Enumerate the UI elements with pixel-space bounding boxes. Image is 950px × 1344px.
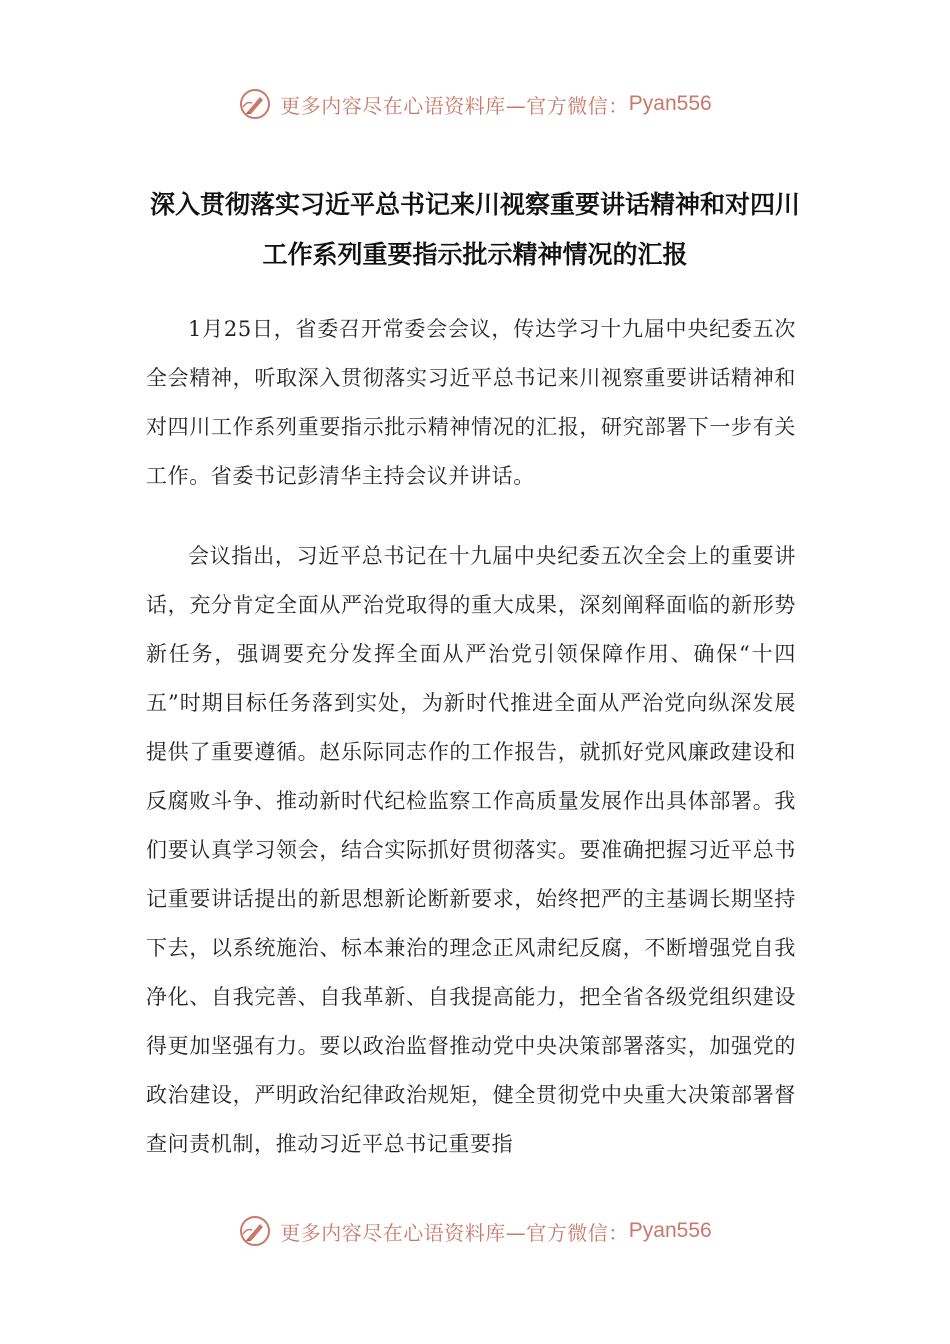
document-title: 深入贯彻落实习近平总书记来川视察重要讲话精神和对四川工作系列重要指示批示精神情况的汇报 bbox=[149, 190, 800, 269]
watermark-header bbox=[0, 84, 950, 124]
watermark-text: 更多内容尽在心语资料库—官方微信： bbox=[280, 93, 629, 118]
watermark-text: 更多内容尽在心语资料库—官方微信： bbox=[280, 1220, 629, 1245]
pen-logo-icon bbox=[238, 1214, 272, 1248]
watermark-wechat-id: Pyan556 bbox=[628, 1219, 712, 1242]
paragraph-1: 1月25日，省委召开常委会会议，传达学习十九届中央纪委五次全会精神，听取深入贯彻落实习近平总书记来川视察重要讲话精神和对四川工作系列重要指示批示精神情况的汇报，研究部署下一步有关工作。省委书记彭清华主持会议并讲话。 bbox=[146, 317, 796, 488]
pen-logo-icon bbox=[238, 87, 272, 121]
paragraph-2: 会议指出，习近平总书记在十九届中央纪委五次全会上的重要讲话，充分肯定全面从严治党取得的重大成果，深刻阐释面临的新形势新任务，强调要充分发挥全面从严治党引领保障作用、确保“十四五”时期目标任务落到实处，为新时代推进全面从严治党向纵深发展提供了重要遵循。赵乐际同志作的工作报告，就抓好党风廉政建设和反腐败斗争、推动新时代纪检监察工作高质量发展作出具体部署。我们要认真学习领会，结合实际抓好贯彻落实。要准确把握习近平总书记重要讲话提出的新思想新论断新要求，始终把严的主基调长期坚持下去，以系统施治、标本兼治的理念正风肃纪反腐，不断增强党自我净化、自我完善、自我革新、自我提高能力，把全省各级党组织建设得更加坚强有力。要以政治监督推动党中央决策部署落实，加强党的政治建设，严明政治纪律政治规矩，健全贯彻党中央重大决策部署督查问责机制，推动习近平总书记重要指 bbox=[146, 544, 796, 1156]
watermark-wechat-id: Pyan556 bbox=[628, 92, 712, 115]
watermark-footer bbox=[0, 1211, 950, 1251]
